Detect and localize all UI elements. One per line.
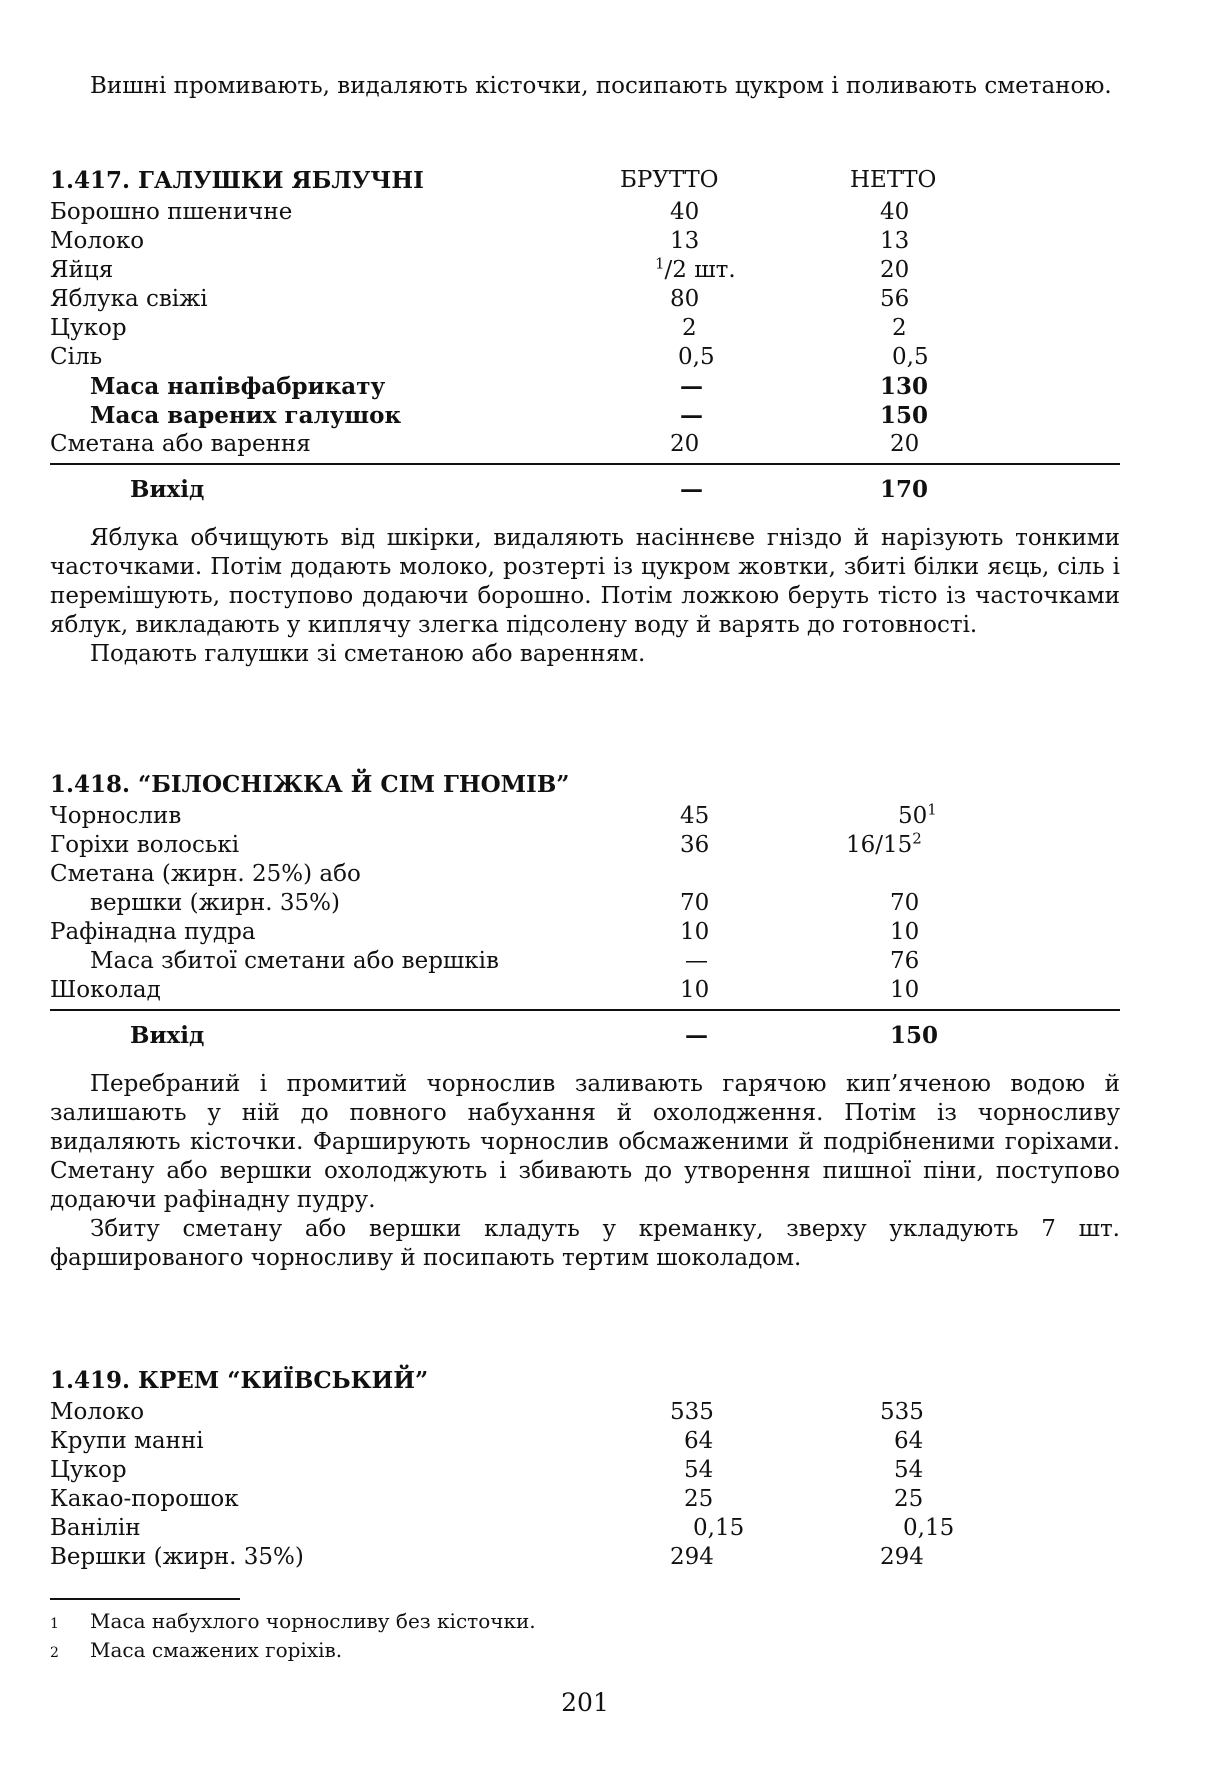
ingredient-row: Крупи манні 64 64 xyxy=(50,1428,924,1454)
method-paragraph: Збиту сметану або вершки кладуть у креманку, зверху укладують 7 шт. фаршированого чорносливу й посипають тертим шоколадом. xyxy=(50,1216,1120,1271)
ingredient-row: Молоко 535 535 xyxy=(50,1399,924,1425)
ingredient-row: Вершки (жирн. 35%) 294 294 xyxy=(50,1544,924,1570)
recipe-419 xyxy=(50,1366,1120,1572)
footnote-rule xyxy=(50,1598,240,1600)
ingredient-row: Маса збитої сметани або вершків — 76 xyxy=(90,948,920,974)
method-paragraph: Яблука обчищують від шкірки, видаляють насіннєве гніздо й нарізують тонкими часточками. Потім додають молоко, розтерті із цукром жовтки, збиті білки яєць, сіль і перемішують, поступово додаючи борошно. Потім ложкою беруть тісто із часточками яблук, викладають у киплячу злегка підсолену воду й варять до готовності. xyxy=(50,525,1120,638)
ingredient-row: Цукор 54 54 xyxy=(50,1457,924,1483)
ingredient-row: Шоколад 10 10 xyxy=(50,977,920,1003)
ingredient-row: Ванілін 0,15 0,15 xyxy=(50,1515,955,1541)
ingredient-row: Сіль 0,5 0,5 xyxy=(50,344,929,370)
footnote: 1 Маса набухлого чорносливу без кісточки. xyxy=(50,1609,536,1633)
yield-row: Вихід — 150 xyxy=(130,1022,939,1049)
ingredient-row: Какао-порошок 25 25 xyxy=(50,1486,924,1512)
intro-paragraph: Вишні промивають, видаляють кісточки, посипають цукром і поливають сметаною. xyxy=(90,73,1112,99)
footnotes xyxy=(50,1598,1120,1666)
method-paragraph: Подають галушки зі сметаною або варенням. xyxy=(90,641,646,667)
footnote: 2 Маса смажених горіхів. xyxy=(50,1638,343,1662)
ingredient-row: Борошно пшеничне 40 40 xyxy=(50,199,910,225)
ingredient-row: Цукор 2 2 xyxy=(50,315,907,341)
method-paragraph: Перебраний і промитий чорнослив заливають гарячою кип’яченою водою й залишають у ній до повного набухання й охолодження. Потім із чорносливу видаляють кісточки. Фарширують чорнослив обсмаженими й подрібненими горіхами. Сметану або вершки охолоджують і збивають до утворення пишної піни, поступово додаючи рафінадну пудру. xyxy=(50,1071,1120,1213)
ingredient-row: Молоко 13 13 xyxy=(50,228,910,254)
recipe-title: 1.417. ГАЛУШКИ ЯБЛУЧНІ xyxy=(50,167,424,194)
column-header-brutto: БРУТТО xyxy=(620,167,719,193)
ingredient-row: Сметана або варення 20 20 xyxy=(50,431,920,457)
recipe-418 xyxy=(50,770,1120,1273)
ingredient-row: Рафінадна пудра 10 10 xyxy=(50,919,920,945)
yield-row: Вихід — 170 xyxy=(130,476,929,503)
table-rule xyxy=(50,463,1120,465)
recipe-title: 1.418. “БІЛОСНІЖКА Й СІМ ГНОМІВ” xyxy=(50,771,570,798)
ingredient-row: Яблука свіжі 80 56 xyxy=(50,286,910,312)
recipe-title: 1.419. КРЕМ “КИЇВСЬКИЙ” xyxy=(50,1367,429,1394)
page-number: 201 xyxy=(561,1688,609,1717)
ingredient-row: Яйця $^1$/2 шт. 20 xyxy=(50,254,910,283)
ingredient-row: Маса напівфабрикату — 130 xyxy=(90,373,929,400)
column-header-netto: НЕТТО xyxy=(850,167,937,193)
recipe-417 xyxy=(50,166,1120,669)
ingredient-row: вершки (жирн. 35%) 70 70 xyxy=(90,890,920,916)
ingredient-row: Чорнослив 45 $50^1$ xyxy=(50,800,937,829)
ingredient-row: Маса варених галушок — 150 xyxy=(90,402,929,429)
ingredient-row: Сметана (жирн. 25%) або xyxy=(50,861,361,887)
table-rule xyxy=(50,1009,1120,1011)
ingredient-row: Горіхи волоські 36 $16/15^2$ xyxy=(50,829,922,858)
